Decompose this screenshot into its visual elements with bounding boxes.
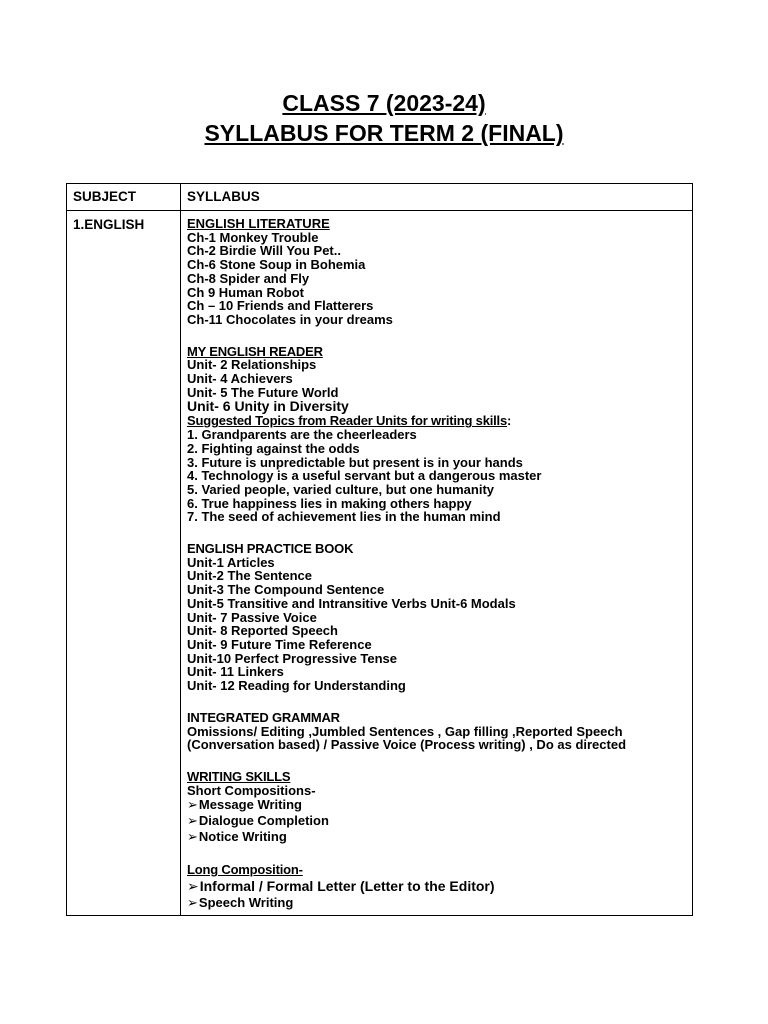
- column-header-subject: SUBJECT: [67, 184, 181, 211]
- page-subtitle: SYLLABUS FOR TERM 2 (FINAL): [204, 120, 564, 146]
- long-composition-label: Long Composition-: [187, 862, 303, 878]
- list-item: 7. The seed of achievement lies in the human mind: [187, 509, 501, 525]
- list-item: 5. Varied people, varied culture, but one humanity: [187, 481, 495, 497]
- syllabus-table: [66, 183, 693, 916]
- list-item: Unit-2 The Sentence: [187, 568, 312, 584]
- grammar-section: [187, 711, 686, 752]
- topics-colon: :: [507, 413, 512, 429]
- list-item: Ch-6 Stone Soup in Bohemia: [187, 257, 366, 273]
- list-item: Unit-10 Perfect Progressive Tense: [187, 650, 398, 666]
- list-item: 1. Grandparents are the cheerleaders: [187, 427, 417, 443]
- list-item: Unit- 9 Future Time Reference: [187, 636, 372, 652]
- short-compositions-label: Short Compositions-: [187, 782, 316, 798]
- list-item: Unit-3 The Compound Sentence: [187, 582, 385, 598]
- syllabus-cell: [181, 211, 693, 916]
- reader-section: [187, 345, 686, 524]
- table-row: [67, 211, 693, 916]
- list-item: 3. Future is unpredictable but present is in your hands: [187, 454, 523, 470]
- list-item: Ch-2 Birdie Will You Pet..: [187, 243, 341, 259]
- practice-heading: ENGLISH PRACTICE BOOK: [187, 541, 354, 557]
- list-item: ➢ Dialogue Completion: [187, 813, 686, 829]
- list-item: Unit- 6 Unity in Diversity: [187, 398, 349, 415]
- subject-cell: 1.ENGLISH: [67, 211, 181, 916]
- list-item: Unit- 7 Passive Voice: [187, 609, 317, 625]
- topics-heading: Suggested Topics from Reader Units for writing skills: [187, 413, 507, 429]
- list-item: Unit- 8 Reported Speech: [187, 623, 338, 639]
- list-item: Unit-5 Transitive and Intransitive Verbs Unit-6 Modals: [187, 595, 516, 611]
- long-composition-section: [187, 863, 686, 911]
- list-item: Unit- 2 Relationships: [187, 357, 317, 373]
- grammar-text: Omissions/ Editing ,Jumbled Sentences , Gap filling ,Reported Speech (Conversation based) / Passive Voice (Process writing) , Do as directed: [187, 723, 627, 753]
- list-item: Ch-8 Spider and Fly: [187, 270, 310, 286]
- list-item: ➢ Speech Writing: [187, 895, 686, 911]
- writing-heading: WRITING SKILLS: [187, 768, 291, 784]
- literature-heading: ENGLISH LITERATURE: [187, 216, 330, 231]
- grammar-heading: INTEGRATED GRAMMAR: [187, 709, 340, 725]
- column-header-syllabus: SYLLABUS: [181, 184, 693, 211]
- list-item: Ch – 10 Friends and Flatterers: [187, 298, 374, 314]
- list-item: Unit- 5 The Future World: [187, 384, 339, 400]
- list-item: ➢ Notice Writing: [187, 829, 686, 845]
- reader-heading: MY ENGLISH READER: [187, 343, 323, 359]
- literature-section: [187, 217, 686, 327]
- page-title: CLASS 7 (2023-24): [282, 90, 486, 116]
- list-item: Ch 9 Human Robot: [187, 284, 304, 300]
- list-item: Ch-1 Monkey Trouble: [187, 229, 319, 245]
- list-item: Unit- 4 Achievers: [187, 371, 293, 387]
- list-item: Unit- 12 Reading for Understanding: [187, 678, 406, 694]
- list-item: Unit-1 Articles: [187, 554, 275, 570]
- list-item: Unit- 11 Linkers: [187, 664, 284, 680]
- writing-section: [187, 770, 686, 845]
- list-item: ➢ Informal / Formal Letter (Letter to the Editor): [187, 877, 686, 895]
- list-item: Ch-11 Chocolates in your dreams: [187, 311, 393, 327]
- list-item: ➢ Message Writing: [187, 797, 686, 813]
- list-item: 4. Technology is a useful servant but a dangerous master: [187, 468, 542, 484]
- list-item: 2. Fighting against the odds: [187, 440, 360, 456]
- topics-heading-line: [187, 414, 686, 428]
- table-header-row: [67, 184, 693, 211]
- practice-section: [187, 542, 686, 693]
- list-item: 6. True happiness lies in making others happy: [187, 495, 472, 511]
